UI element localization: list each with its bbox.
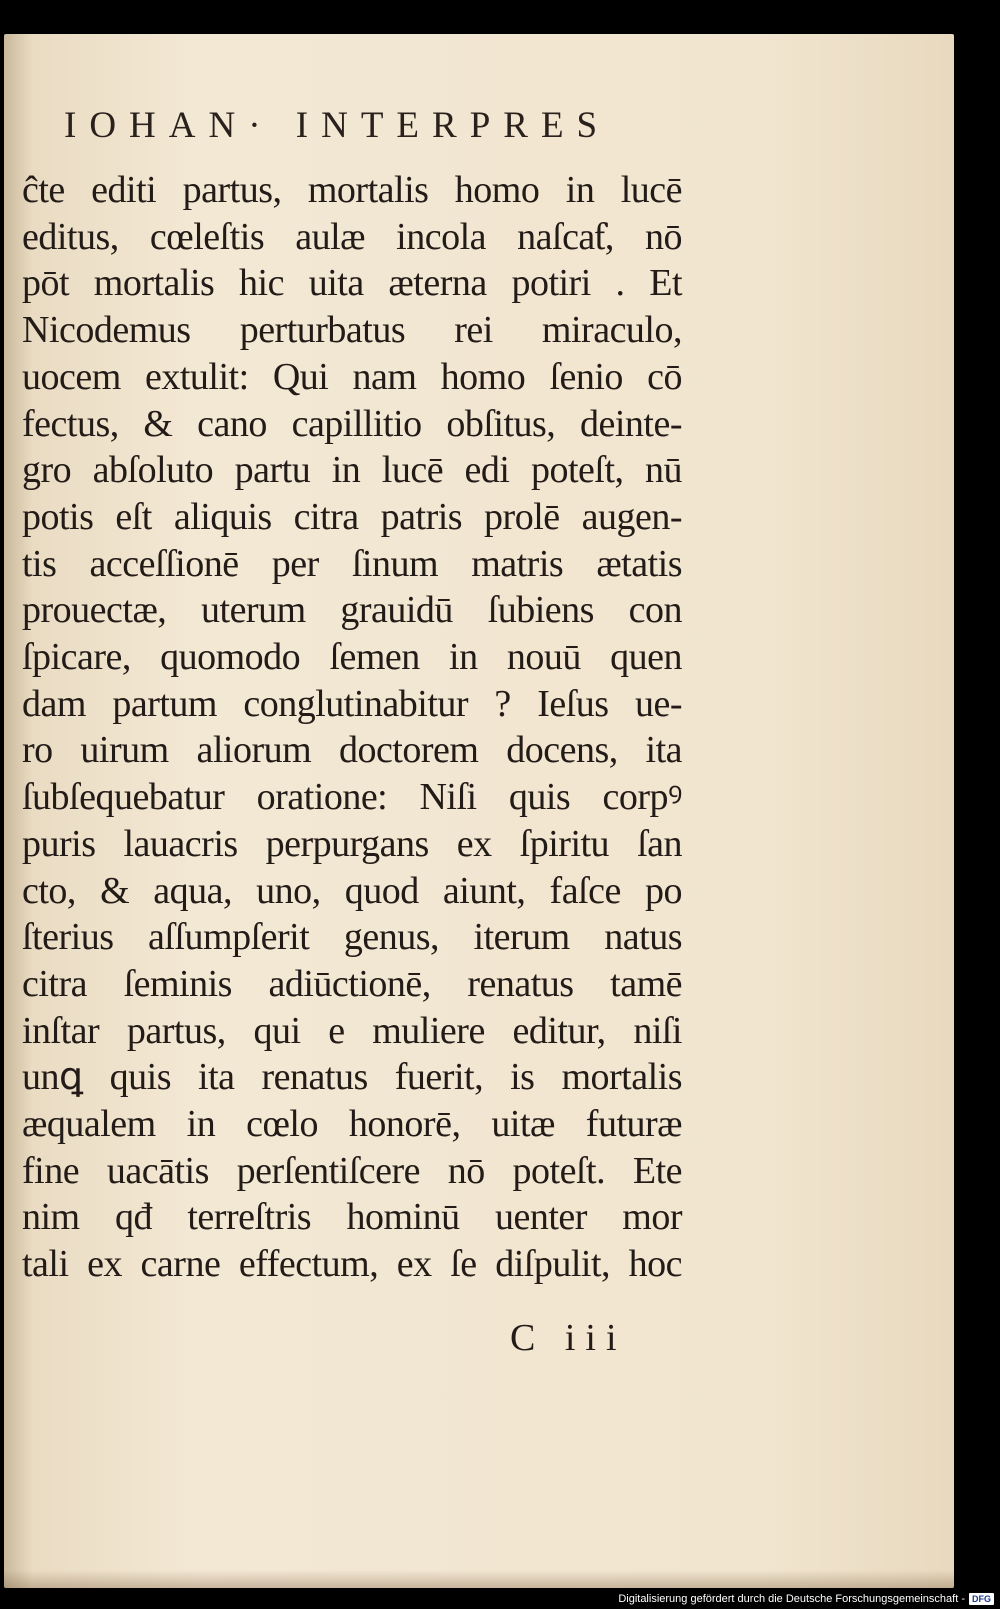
text-line: potis eſt aliquis citra patris prolē augen- [22,495,682,538]
text-line: nim qđ terreſtris hominū uenter mor [22,1196,682,1239]
page-edge-shadow [4,1570,954,1588]
text-line: prouectæ, uterum grauidū ſubiens con [22,589,682,632]
text-block [22,167,682,1288]
text-line: inſtar partus, qui e muliere editur, niſi [22,1009,682,1052]
text-line: fine uacātis perſentiſcere nō poteſt. Ete [22,1149,682,1192]
footer-text: Digitalisierung gefördert durch die Deutsche Forschungsgemeinschaft - [618,1593,965,1605]
text-line: pōt mortalis hic uita æterna potiri . Et [22,262,682,305]
text-line: unꝗ quis ita renatus fuerit, is mortalis [22,1056,682,1099]
dfg-logo-icon: DFG [969,1593,994,1605]
signature-mark: C iii [510,1317,627,1359]
text-line: ſubſequebatur oratione: Niſi quis corpꝰ [22,776,682,819]
text-line: gro abſoluto partu in lucē edi poteſt, nū [22,449,682,492]
text-line: editus, cœleſtis aulæ incola naſcaƭ, nō [22,215,682,258]
text-line: puris lauacris perpurgans ex ſpiritu ſan [22,822,682,865]
text-line: dam partum conglutinabitur ? Ieſus ue- [22,682,682,725]
text-line: uocem extulit: Qui nam homo ſenio cō [22,355,682,398]
text-line: ſpicare, quomodo ſemen in nouū quen [22,636,682,679]
running-head: IOHAN· INTERPRES [64,105,611,146]
text-line: tali ex carne effectum, ex ſe diſpulit, hoc [22,1243,682,1286]
text-line: ĉte editi partus, mortalis homo in lucē [22,169,682,211]
text-line: tis acceſſionē per ſinum matris ætatis [22,542,682,585]
text-line: citra ſeminis adiūctionē, renatus tamē [22,962,682,1005]
text-line: Nicodemus perturbatus rei miraculo, [22,309,682,352]
book-page [4,34,954,1588]
text-line: ſterius aſſumpſerit genus, iterum natus [22,916,682,959]
text-line: ro uirum aliorum doctorem docens, ita [22,729,682,772]
digitization-footer [618,1593,994,1605]
text-line: fectus, & cano capillitio obſitus, deinte- [22,402,682,445]
text-line: cto, & aqua, uno, quod aiunt, faſce po [22,869,682,912]
text-line: æqualem in cœlo honorē, uitæ futuræ [22,1103,682,1146]
